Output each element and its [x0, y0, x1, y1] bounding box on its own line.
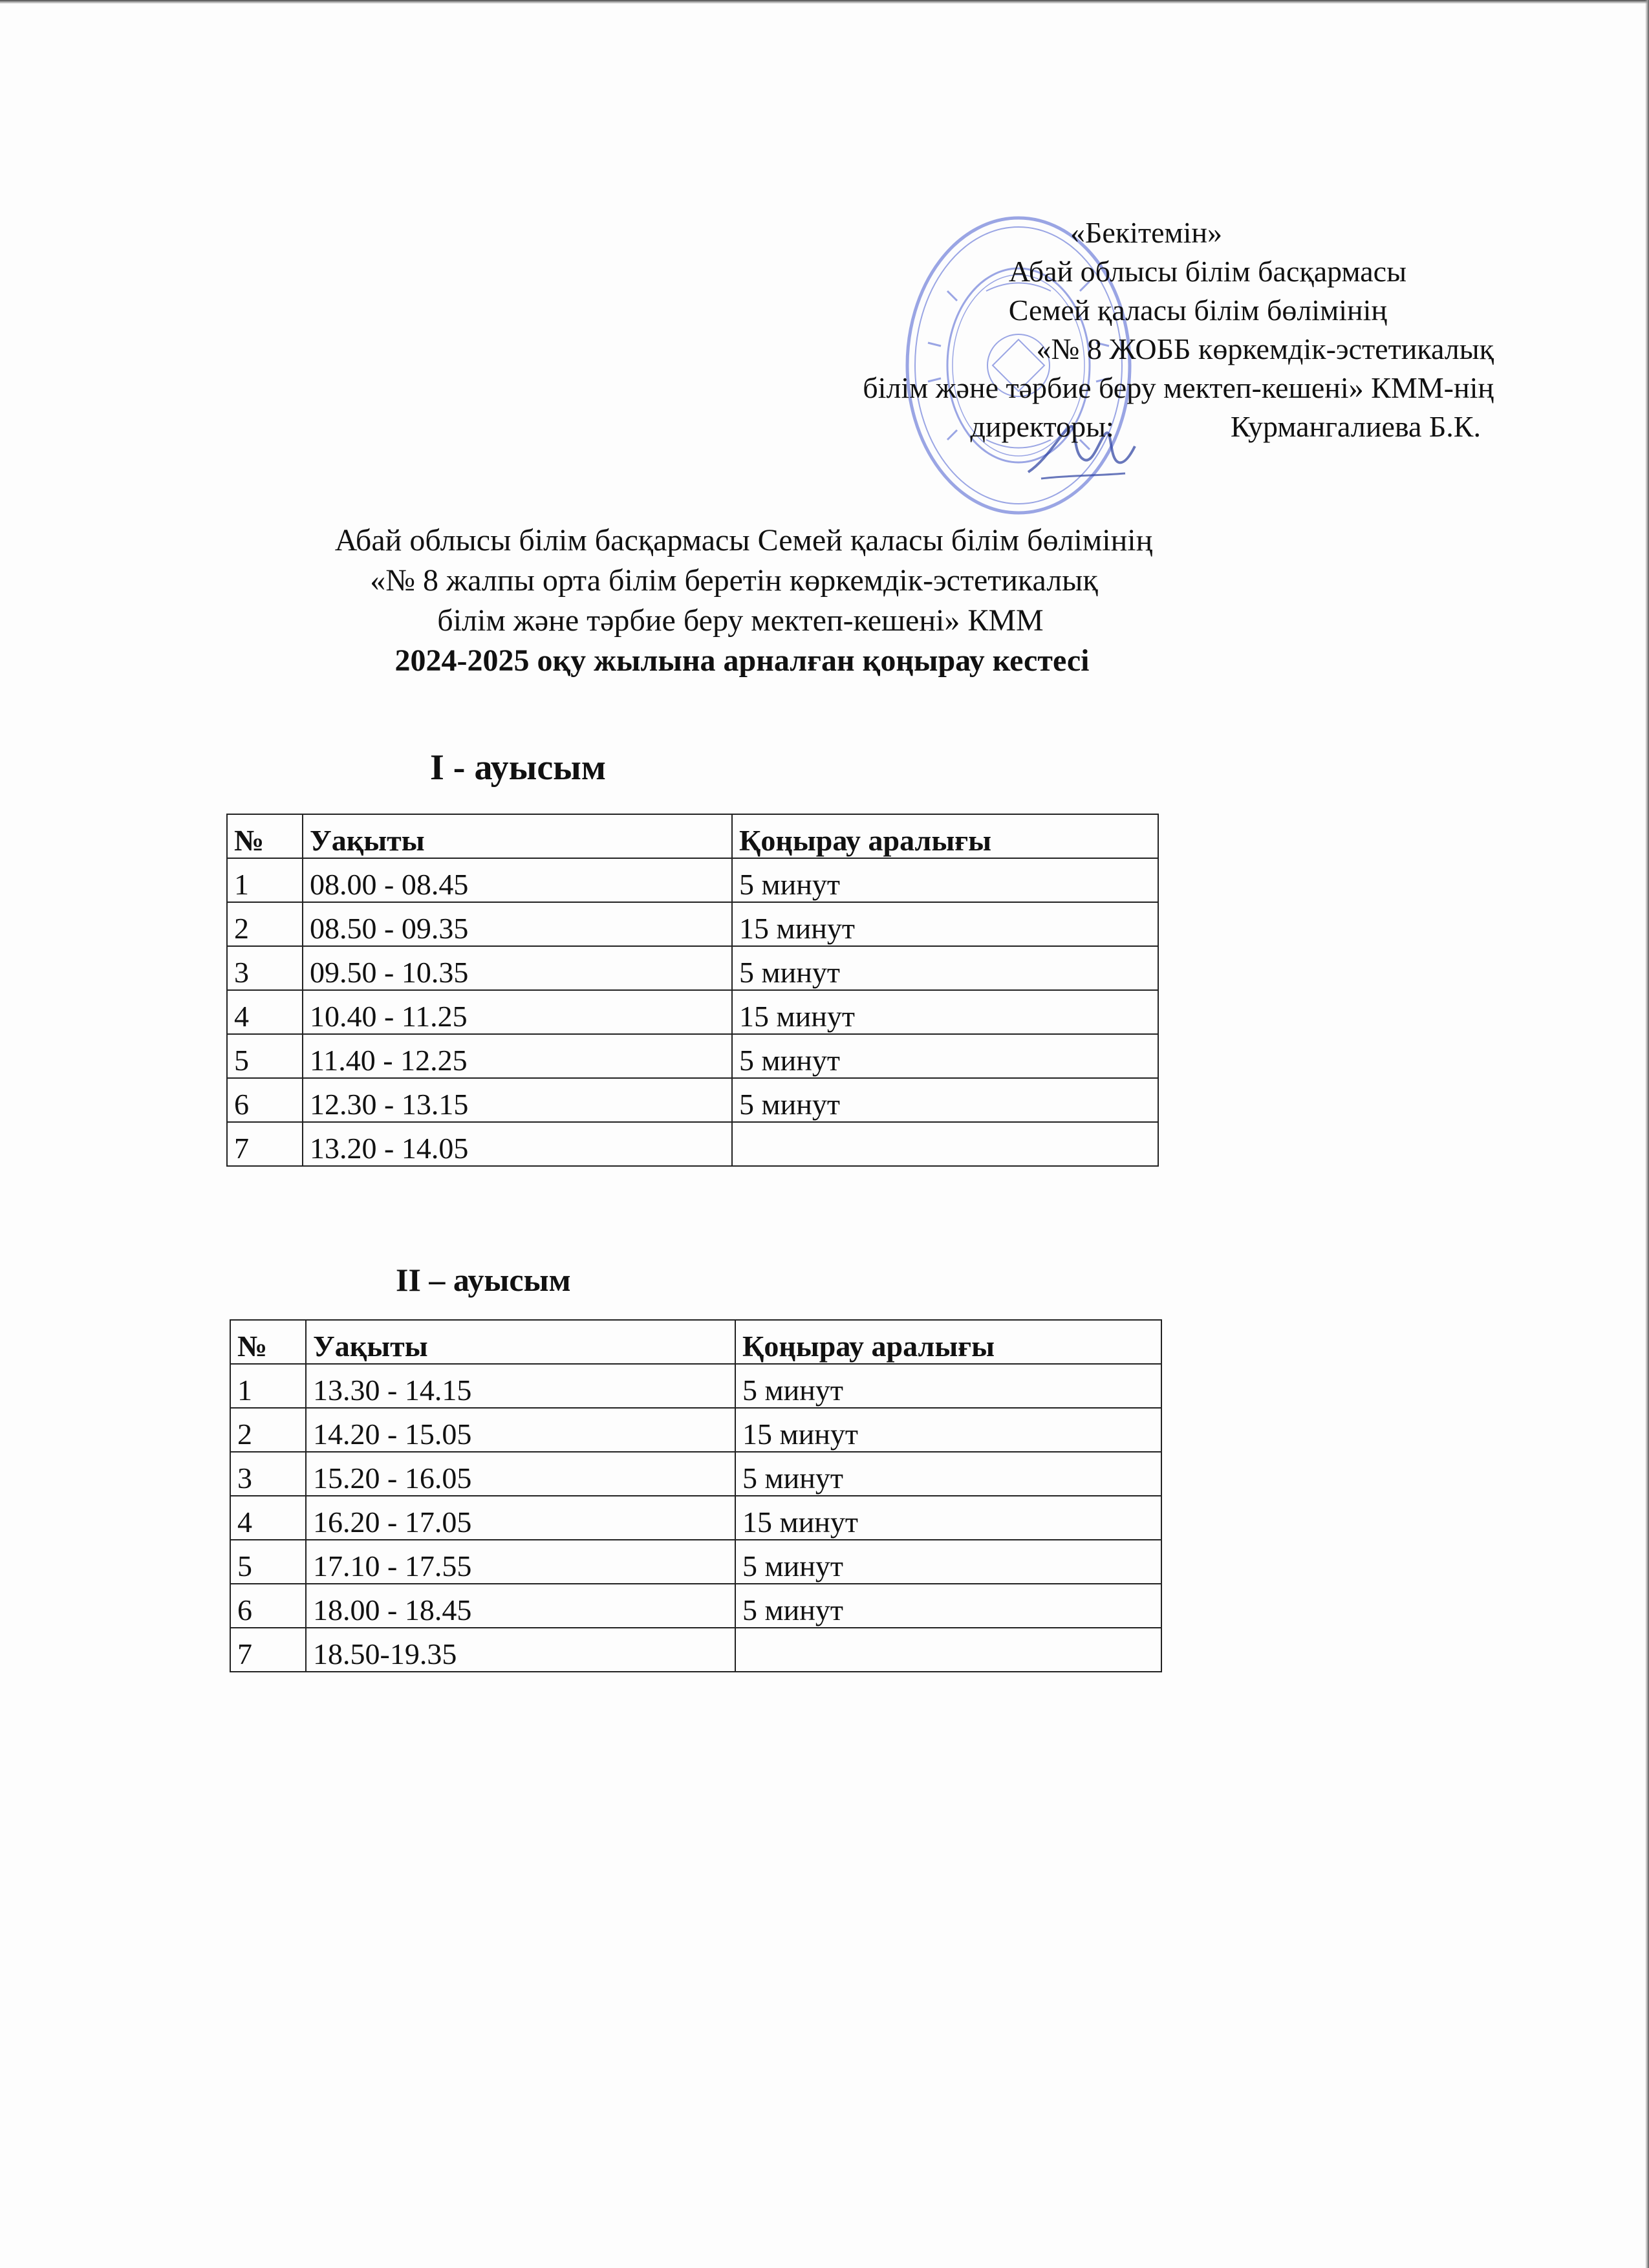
- cell-break: 5 минут: [735, 1452, 1161, 1496]
- cell-time: 17.10 - 17.55: [306, 1540, 735, 1584]
- table-row: [227, 902, 1158, 946]
- cell-time: 08.50 - 09.35: [303, 902, 732, 946]
- header-number: №: [230, 1320, 306, 1364]
- cell-break: 5 минут: [732, 858, 1158, 902]
- cell-number: 6: [227, 1078, 303, 1122]
- cell-break: 15 минут: [732, 990, 1158, 1034]
- table-row: [227, 1122, 1158, 1166]
- cell-number: 4: [227, 990, 303, 1034]
- table-row: [230, 1364, 1161, 1408]
- cell-break: 5 минут: [732, 946, 1158, 990]
- table-header-row: [227, 814, 1158, 858]
- approval-line-city-department: Семей қаласы білім бөлімінің: [1008, 294, 1387, 327]
- table-row: [227, 990, 1158, 1034]
- cell-number: 5: [227, 1034, 303, 1078]
- cell-break: [735, 1628, 1161, 1672]
- table-row: [227, 1078, 1158, 1122]
- table-header-row: [230, 1320, 1161, 1364]
- header-time: Уақыты: [303, 814, 732, 858]
- cell-number: 2: [230, 1408, 306, 1452]
- header-time: Уақыты: [306, 1320, 735, 1364]
- cell-time: 16.20 - 17.05: [306, 1496, 735, 1540]
- cell-break: 15 минут: [735, 1496, 1161, 1540]
- shift-2-heading: II – ауысым: [396, 1262, 571, 1298]
- cell-time: 13.30 - 14.15: [306, 1364, 735, 1408]
- cell-time: 14.20 - 15.05: [306, 1408, 735, 1452]
- cell-number: 6: [230, 1584, 306, 1628]
- cell-number: 2: [227, 902, 303, 946]
- cell-time: 09.50 - 10.35: [303, 946, 732, 990]
- cell-break: 5 минут: [732, 1034, 1158, 1078]
- director-role-label: директоры:: [970, 410, 1114, 443]
- cell-time: 11.40 - 12.25: [303, 1034, 732, 1078]
- cell-time: 18.00 - 18.45: [306, 1584, 735, 1628]
- table-row: [230, 1496, 1161, 1540]
- table-row: [227, 946, 1158, 990]
- table-row: [230, 1408, 1161, 1452]
- cell-break: 5 минут: [732, 1078, 1158, 1122]
- table-row: [230, 1540, 1161, 1584]
- director-name: Курмангалиева Б.К.: [1230, 410, 1481, 443]
- table-row: [230, 1584, 1161, 1628]
- header-break: Қоңырау аралығы: [732, 814, 1158, 858]
- title-line-2: «№ 8 жалпы орта білім беретін көркемдік-эстетикалық: [370, 563, 1098, 598]
- title-line-3: білім және тәрбие беру мектеп-кешені» КММ: [437, 603, 1044, 638]
- cell-number: 1: [230, 1364, 306, 1408]
- cell-break: [732, 1122, 1158, 1166]
- cell-time: 15.20 - 16.05: [306, 1452, 735, 1496]
- cell-number: 1: [227, 858, 303, 902]
- approval-line-region-department: Абай облысы білім басқармасы: [1008, 255, 1406, 288]
- title-line-1: Абай облысы білім басқармасы Семей қаласы білім бөлімінің: [334, 523, 1153, 557]
- header-break: Қоңырау аралығы: [735, 1320, 1161, 1364]
- table-row: [227, 858, 1158, 902]
- title-line-schedule: 2024-2025 оқу жылына арналған қоңырау кестесі: [394, 643, 1090, 678]
- cell-break: 15 минут: [732, 902, 1158, 946]
- cell-time: 12.30 - 13.15: [303, 1078, 732, 1122]
- table-row: [227, 1034, 1158, 1078]
- scan-edge-top: [0, 0, 1649, 4]
- cell-break: 5 минут: [735, 1540, 1161, 1584]
- cell-number: 3: [227, 946, 303, 990]
- header-number: №: [227, 814, 303, 858]
- approval-heading: «Бекітемін»: [1070, 216, 1222, 249]
- shift-1-heading: I - ауысым: [430, 748, 607, 788]
- cell-time: 08.00 - 08.45: [303, 858, 732, 902]
- cell-number: 7: [227, 1122, 303, 1166]
- approval-block: [588, 213, 1494, 446]
- cell-break: 15 минут: [735, 1408, 1161, 1452]
- cell-number: 7: [230, 1628, 306, 1672]
- cell-number: 5: [230, 1540, 306, 1584]
- table-row: [230, 1452, 1161, 1496]
- shift-1-schedule-table: [226, 814, 1159, 1167]
- cell-break: 5 минут: [735, 1364, 1161, 1408]
- cell-break: 5 минут: [735, 1584, 1161, 1628]
- cell-number: 4: [230, 1496, 306, 1540]
- cell-time: 10.40 - 11.25: [303, 990, 732, 1034]
- cell-number: 3: [230, 1452, 306, 1496]
- approval-line-school-name: «№ 8 ЖОББ көркемдік-эстетикалық: [1036, 332, 1494, 365]
- document-title: [0, 521, 1649, 681]
- scan-edge-right: [1645, 0, 1649, 2268]
- approval-line-school-type: білім және тәрбие беру мектеп-кешені» КММ-нің: [863, 371, 1494, 404]
- cell-time: 18.50-19.35: [306, 1628, 735, 1672]
- cell-time: 13.20 - 14.05: [303, 1122, 732, 1166]
- shift-2-schedule-table: [230, 1319, 1162, 1672]
- table-row: [230, 1628, 1161, 1672]
- approval-line-director: [588, 407, 1494, 446]
